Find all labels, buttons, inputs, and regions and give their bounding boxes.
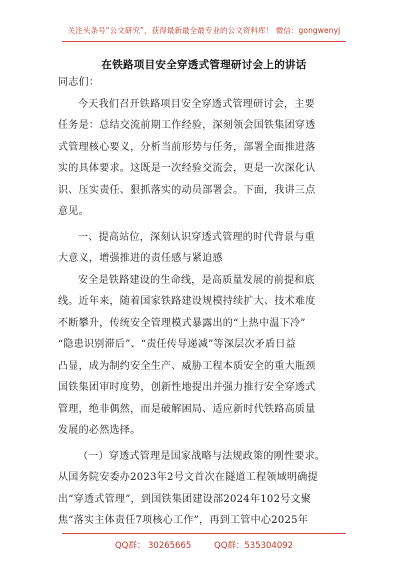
body-line: 今天我们召开铁路项目安全穿透式管理研讨会，主要 bbox=[78, 98, 315, 110]
salutation-line: 同志们： bbox=[58, 77, 100, 88]
body-line: 出“穿透式管理”，到国铁集团建设部2024年102号文聚 bbox=[58, 493, 312, 505]
body-line: 安全是铁路建设的生命线，是高质量发展的前提和底 bbox=[78, 274, 315, 286]
body-line: 发展的必然选择。 bbox=[58, 425, 141, 436]
footer-qq-group-2: QQ群：535304092 bbox=[214, 541, 294, 551]
body-line: “隐患识别滞后”、“责任传导递减”等深层次矛盾日益 bbox=[58, 339, 296, 350]
footer-divider bbox=[62, 533, 346, 534]
document-body bbox=[58, 72, 352, 532]
section-heading-line: 大意义，增强推进的责任感与紧迫感 bbox=[58, 253, 223, 264]
body-line: 识、压实责任、狠抓落实的动员部署会。下面，我讲三点 bbox=[58, 184, 316, 196]
body-line: 管理，绝非偶然，而是破解困局、适应新时代铁路高质量 bbox=[58, 403, 316, 415]
subsection-heading-line: （一）穿透式管理是国家战略与法规政策的刚性要求。 bbox=[78, 450, 326, 462]
body-line: 线。近年来，随着国家铁路建设规模持续扩大、技术难度 bbox=[58, 296, 316, 307]
body-line: 不断攀升，传统安全管理模式暴露出的“上热中温下冷” bbox=[58, 317, 306, 329]
body-line: 式管理核心要义，分析当前形势与任务，部署全面推进落 bbox=[58, 141, 316, 153]
body-line: 焦“落实主体责任7项核心工作”，再到工管中心2025年 bbox=[58, 515, 309, 526]
body-line: 凸显，成为制约安全生产、威胁工程本质安全的重大瓶颈 bbox=[58, 360, 316, 372]
body-line: 意见。 bbox=[58, 206, 89, 217]
section-heading-line: 一、提高站位，深刻认识穿透式管理的时代背景与重 bbox=[78, 231, 315, 243]
header-banner: 关注头条号“公文研究”，获得最新最全最专业的公文资料库！ 微信：gongwenyj bbox=[67, 26, 341, 35]
document-title: 在铁路项目安全穿透式管理研讨会上的讲话 bbox=[101, 59, 307, 71]
body-line: 从国务院安委办2023年2号文首次在隧道工程领域明确提 bbox=[58, 472, 318, 483]
body-line: 国铁集团审时度势，创新性地提出并强力推行安全穿透式 bbox=[58, 382, 316, 393]
body-line: 任务是：总结交流前期工作经验，深刻领会国铁集团穿透 bbox=[58, 120, 316, 131]
body-line: 实的具体要求。这既是一次经验交流会，更是一次深化认 bbox=[58, 163, 316, 174]
footer-contact bbox=[0, 539, 408, 551]
header-divider bbox=[62, 41, 346, 42]
footer-qq-group-1: QQ群： 30265665 bbox=[114, 541, 192, 551]
